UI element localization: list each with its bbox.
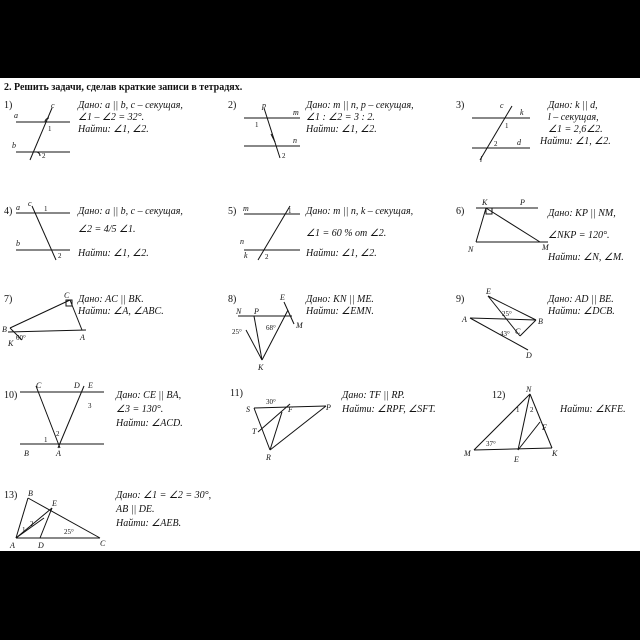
fig11-angle-30: 30° [266,398,276,406]
fig4-label-a: a [16,203,20,212]
problem-8-number: 8) [228,294,237,305]
figure-4 [16,199,70,260]
fig2-angle-1: 1 [255,121,259,129]
figure-13 [9,489,106,550]
problem-13-number: 13) [4,490,18,501]
fig7-label-C: C [64,291,70,300]
fig13-label-E: E [52,499,57,508]
fig13-label-A: A [10,541,15,550]
problem-13-line-3: Найти: ∠AEB. [116,518,182,529]
problem-12-line-1: Найти: ∠KFE. [560,404,626,415]
fig8-angle-68: 68° [266,324,276,332]
fig9-label-A: A [462,315,467,324]
figure-2 [244,101,300,160]
figure-7 [2,291,86,348]
problem-10-line-1: Дано: CE || BA, [116,390,182,401]
fig4-angle-1: 1 [44,205,48,213]
problem-8-line-2: Найти: ∠EMN. [306,306,374,317]
problem-1-number: 1) [4,100,13,111]
fig6-label-M: M [542,243,549,252]
fig5-angle-1: 1 [288,207,292,215]
fig13-angle-2: 2 [30,520,34,528]
figure-6 [467,198,550,254]
problem-5-line-1: Дано: m || n, k – секущая, [306,206,414,217]
fig12-label-E: E [514,455,519,464]
problem-3-line-4: Найти: ∠1, ∠2. [540,136,611,147]
fig4-label-b: b [16,239,20,248]
problem-1-line-2: ∠1 – ∠2 = 32°. [78,112,145,123]
fig5-angle-2: 2 [265,253,269,261]
problem-1-line-3: Найти: ∠1, ∠2. [78,124,149,135]
fig7-label-B: B [2,325,7,334]
problem-13-line-1: Дано: ∠1 = ∠2 = 30°, [116,490,212,501]
problem-2-line-3: Найти: ∠1, ∠2. [306,124,377,135]
problem-13-line-2: AB || DE. [116,504,155,515]
fig9-label-E: E [486,287,491,296]
fig5-label-k: k [244,251,248,260]
fig9-angle-43: 43° [500,330,510,338]
fig11-label-F: F [288,405,293,414]
fig13-angle-1: 1 [22,526,26,534]
fig10-label-D: D [74,381,80,390]
problem-2-line-2: ∠1 : ∠2 = 3 : 2. [306,112,375,123]
figure-9 [461,287,543,360]
fig6-label-P: P [520,198,525,207]
fig11-label-P: P [326,403,331,412]
problem-6-line-1: Дано: KP || NM, [548,208,616,219]
fig3-angle-2: 2 [494,140,498,148]
problem-3-line-1: Дано: k || d, [548,100,598,111]
problem-4-line-2: ∠2 = 4/5 ∠1. [78,224,136,235]
problem-5-line-2: ∠1 = 60 % от ∠2. [306,228,387,239]
problem-6-number: 6) [456,206,465,217]
problem-5-number: 5) [228,206,237,217]
fig8-label-K: K [258,363,264,372]
problem-7-number: 7) [4,294,13,305]
fig8-label-N: N [236,307,242,316]
problem-2-number: 2) [228,100,237,111]
problem-4-line-3: Найти: ∠1, ∠2. [78,248,149,259]
fig13-label-B: B [28,489,33,498]
fig10-angle-2: 2 [56,430,60,438]
problem-6-line-3: Найти: ∠N, ∠M. [548,252,624,263]
fig12-label-N: N [526,385,532,394]
fig8-label-E: E [280,293,285,302]
fig12-angle-2: 2 [530,406,534,414]
problem-4-line-1: Дано: a || b, c – секущая, [78,206,183,217]
fig6-label-N: N [468,245,474,254]
fig2-angle-2: 2 [282,152,286,160]
problem-3-line-2: l – секущая, [548,112,599,123]
assignment-header: 2. Решить задачи, сделав краткие записи в тетрадях. [4,82,243,93]
fig10-angle-1: 1 [44,436,48,444]
fig7-label-A: A [80,333,85,342]
problem-11-line-2: Найти: ∠RPF, ∠SFT. [342,404,436,415]
fig13-angle-25: 25° [64,528,74,536]
fig11-label-T: T [252,427,257,436]
problem-9-line-1: Дано: AD || BE. [548,294,614,305]
fig5-label-m: m [243,204,249,213]
fig2-label-p: p [262,101,266,110]
worksheet-page [0,78,640,551]
fig12-angle-37: 37° [486,440,496,448]
fig12-label-K: K [552,449,558,458]
fig8-label-M: M [296,321,303,330]
fig1-label-c: c [51,101,55,110]
fig3-label-l: l [480,155,483,164]
fig7-angle-60: 60° [16,334,26,342]
problem-9-line-2: Найти: ∠DCB. [548,306,615,317]
problem-4-number: 4) [4,206,13,217]
fig4-angle-2: 2 [58,252,62,260]
fig10-label-B: B [24,449,29,458]
fig9-label-B: B [538,317,543,326]
fig11-label-S: S [246,405,250,414]
figure-3 [472,101,530,164]
fig2-label-n: n [293,136,297,145]
fig12-angle-1: 1 [516,406,520,414]
figure-11 [246,398,331,462]
fig13-label-D: D [38,541,44,550]
fig1-label-b: b [12,141,16,150]
fig5-label-n: n [240,237,244,246]
fig7-label-K: K [8,339,14,348]
fig1-angle-2: 2 [42,152,46,160]
fig3-label-k: k [520,108,524,117]
fig10-label-E: E [88,381,93,390]
fig4-label-c: c [28,199,32,208]
fig3-label-c: c [500,101,504,110]
problem-3-number: 3) [456,100,465,111]
problem-1-line-1: Дано: a || b, c – секущая, [78,100,183,111]
fig12-label-M: M [464,449,471,458]
fig6-label-K: K [482,198,488,207]
problem-9-number: 9) [456,294,465,305]
fig13-label-C: C [100,539,106,548]
problem-11-line-1: Дано: TF || RP. [342,390,405,401]
problem-7-line-1: Дано: AC || BK. [78,294,144,305]
fig12-label-F: F [542,423,547,432]
figure-12 [463,385,558,464]
fig11-label-R: R [266,453,271,462]
fig8-angle-25: 25° [232,328,242,336]
fig2-label-m: m [293,108,299,117]
figure-10 [20,381,104,458]
problem-7-line-2: Найти: ∠A, ∠ABC. [78,306,164,317]
problem-5-line-3: Найти: ∠1, ∠2. [306,248,377,259]
problem-10-line-3: Найти: ∠ACD. [116,418,183,429]
problem-12-number: 12) [492,390,506,401]
fig10-label-C: C [36,381,42,390]
figure-5 [240,204,300,261]
problem-10-line-2: ∠3 = 130°. [116,404,164,415]
fig9-label-C: C [515,327,521,336]
figure-1 [12,101,70,160]
fig9-label-D: D [526,351,532,360]
fig9-angle-25: 25° [502,310,512,318]
figure-8 [232,293,304,372]
problem-11-number: 11) [230,388,243,399]
problem-6-line-2: ∠NKP = 120°. [548,230,610,241]
problem-10-number: 10) [4,390,18,401]
fig3-angle-1: 1 [505,122,509,130]
fig3-label-d: d [517,138,521,147]
problem-3-line-3: ∠1 = 2,6∠2. [548,124,603,135]
fig1-label-a: a [14,111,18,120]
fig8-label-P: P [254,307,259,316]
fig10-label-A: A [56,449,61,458]
fig10-angle-3: 3 [88,402,92,410]
problem-8-line-1: Дано: KN || ME. [306,294,374,305]
fig1-angle-1: 1 [48,125,52,133]
problem-2-line-1: Дано: m || n, p – секущая, [306,100,414,111]
